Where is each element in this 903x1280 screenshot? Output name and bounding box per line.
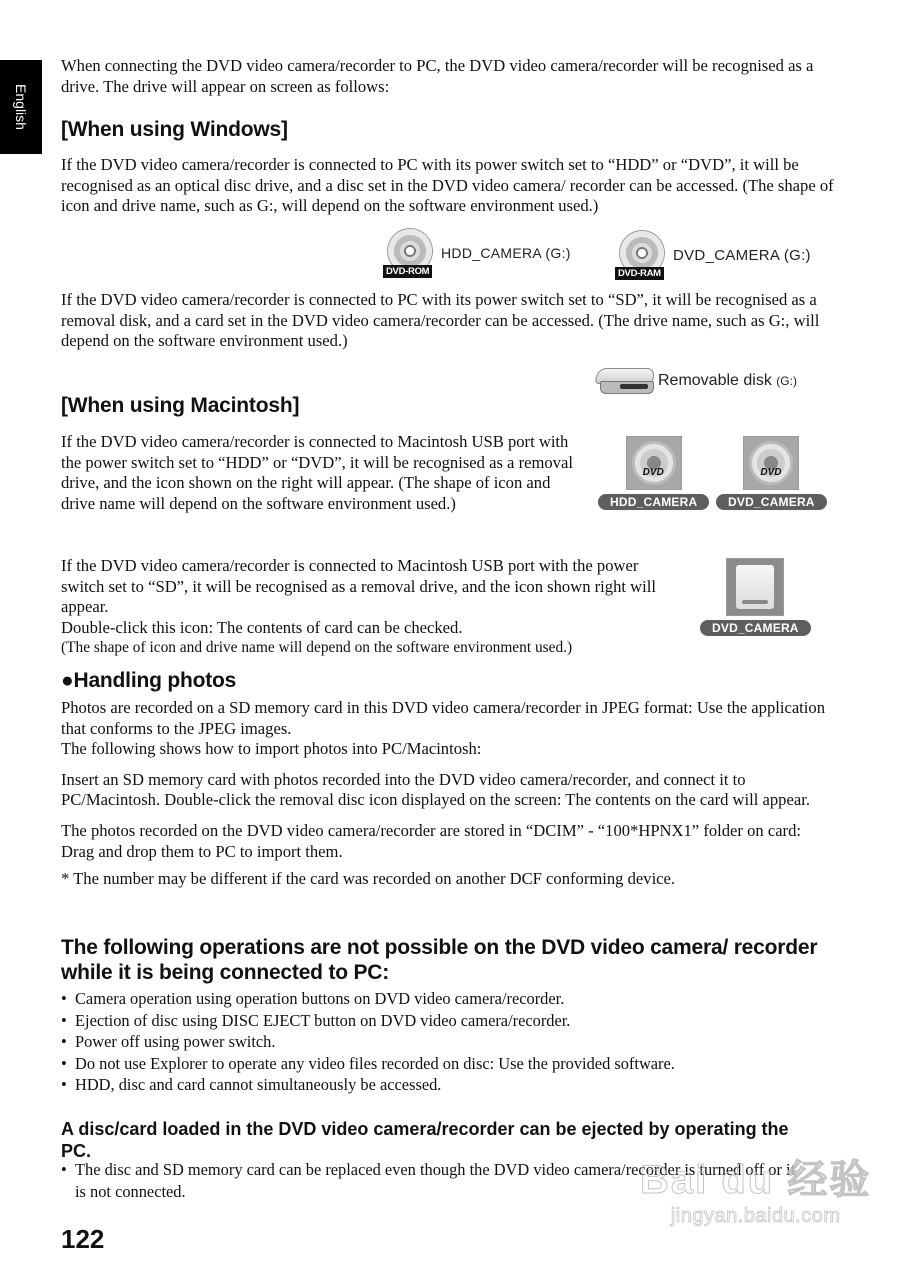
- operations-heading: The following operations are not possible on the DVD video camera/ recorder while it is being connected to PC:: [61, 936, 818, 984]
- mac-sd-block: [61, 556, 681, 659]
- watermark-logo: Bai du 经验: [640, 1158, 872, 1202]
- drive-icon-hdd-camera[interactable]: [383, 228, 571, 278]
- photos-paragraph-import-intro: The following shows how to import photos into PC/Macintosh:: [61, 739, 482, 759]
- mac-double-click-note: Double-click this icon: The contents of card can be checked.: [61, 617, 463, 637]
- removable-disk-drive-letter: (G:): [776, 374, 797, 388]
- list-item: • The disc and SD memory card can be replaced even though the DVD video camera/recorder is turned off or it is not connected.: [61, 1159, 801, 1202]
- operations-list: [61, 988, 851, 1096]
- dvd-ram-disc-icon: DVD-RAM: [615, 230, 665, 280]
- watermark-url: jingyan.baidu.com: [670, 1205, 841, 1227]
- eject-heading: A disc/card loaded in the DVD video camera/recorder can be ejected by operating the PC.: [61, 1119, 789, 1161]
- windows-paragraph-sd: If the DVD video camera/recorder is connected to PC with its power switch set to “SD”, it will be recognised as a removal disk, and a card set in the DVD video camera/recorder can be accessed. (The drive name, such as G:, will depend on the software environment used.): [61, 290, 820, 351]
- mac-drive-dvd-camera[interactable]: [716, 436, 827, 510]
- mac-removable-drive-icon: [726, 558, 784, 616]
- drive-label: HDD_CAMERA (G:): [441, 245, 571, 261]
- photos-footnote: * The number may be different if the card was recorded on another DCF conforming device.: [61, 869, 676, 889]
- mac-dvd-icon: DVD: [626, 436, 682, 490]
- drive-label: DVD_CAMERA (G:): [673, 246, 811, 264]
- windows-heading: [When using Windows]: [61, 118, 288, 141]
- removable-disk-label: Removable disk: [658, 372, 772, 389]
- photos-paragraph-format: Photos are recorded on a SD memory card in this DVD video camera/recorder in JPEG format: Use the application that conforms to the JPEG images.: [61, 698, 826, 738]
- drive-icon-dvd-camera[interactable]: [615, 230, 811, 280]
- photos-paragraph-folder: The photos recorded on the DVD video camera/recorder are stored in “DCIM” - “100*HPNX1” folder on card: Drag and drop them to PC to import them.: [61, 820, 801, 861]
- mac-drive-hdd-camera[interactable]: [598, 436, 709, 510]
- mac-paragraph-hdd-dvd: If the DVD video camera/recorder is connected to Macintosh USB port with the power switch set to “HDD” or “DVD”, it will be recognised as a removal drive, and the icon shown on the right will appear. (The shape of icon and drive name will depend on the software environment used.): [61, 432, 573, 513]
- list-item: • HDD, disc and card cannot simultaneously be accessed.: [61, 1074, 851, 1096]
- intro-paragraph: When connecting the DVD video camera/recorder to PC, the DVD video camera/recorder will be recognised as a drive. The drive will appear on screen as follows:: [61, 56, 814, 96]
- mac-paragraph-sd: If the DVD video camera/recorder is connected to Macintosh USB port with the power switch set to “SD”, it will be recognised as a removal drive, and the icon shown right will appear.: [61, 556, 656, 617]
- photos-heading: ●Handling photos: [61, 669, 237, 692]
- page-number: 122: [61, 1224, 105, 1254]
- windows-paragraph-hdd-dvd: If the DVD video camera/recorder is connected to PC with its power switch set to “HDD” or “DVD”, it will be recognised as an optical disc drive, and a disc set in the DVD video camera/ recorder can be accessed. (The shape of icon and drive name, such as G:, will depend on the software environment used.): [61, 155, 834, 216]
- mac-drive-card[interactable]: [700, 558, 811, 636]
- removable-disk-item[interactable]: [594, 366, 797, 396]
- photos-section: [61, 698, 836, 890]
- mac-drive-label: DVD_CAMERA: [700, 620, 811, 636]
- language-tab-label: English: [13, 84, 29, 130]
- list-item: • Camera operation using operation buttons on DVD video camera/recorder.: [61, 988, 851, 1010]
- mac-shape-note: (The shape of icon and drive name will depend on the software environment used.): [61, 639, 573, 657]
- mac-dvd-icon: DVD: [743, 436, 799, 490]
- mac-drive-label: HDD_CAMERA: [598, 494, 709, 510]
- mac-drive-label: DVD_CAMERA: [716, 494, 827, 510]
- dvd-rom-disc-icon: DVD-ROM: [383, 228, 433, 278]
- language-tab: [0, 60, 42, 154]
- photos-paragraph-insert: Insert an SD memory card with photos recorded into the DVD video camera/recorder, and connect it to PC/Macintosh. Double-click the removal disc icon displayed on the screen: The contents on the card will appear.: [61, 769, 810, 810]
- list-item: • Power off using power switch.: [61, 1031, 851, 1053]
- list-item: • Ejection of disc using DISC EJECT button on DVD video camera/recorder.: [61, 1010, 851, 1032]
- baidu-watermark: [640, 1148, 871, 1228]
- mac-heading: [When using Macintosh]: [61, 394, 300, 417]
- list-item: • Do not use Explorer to operate any video files recorded on disc: Use the provided software.: [61, 1053, 851, 1075]
- removable-disk-icon: [594, 366, 656, 396]
